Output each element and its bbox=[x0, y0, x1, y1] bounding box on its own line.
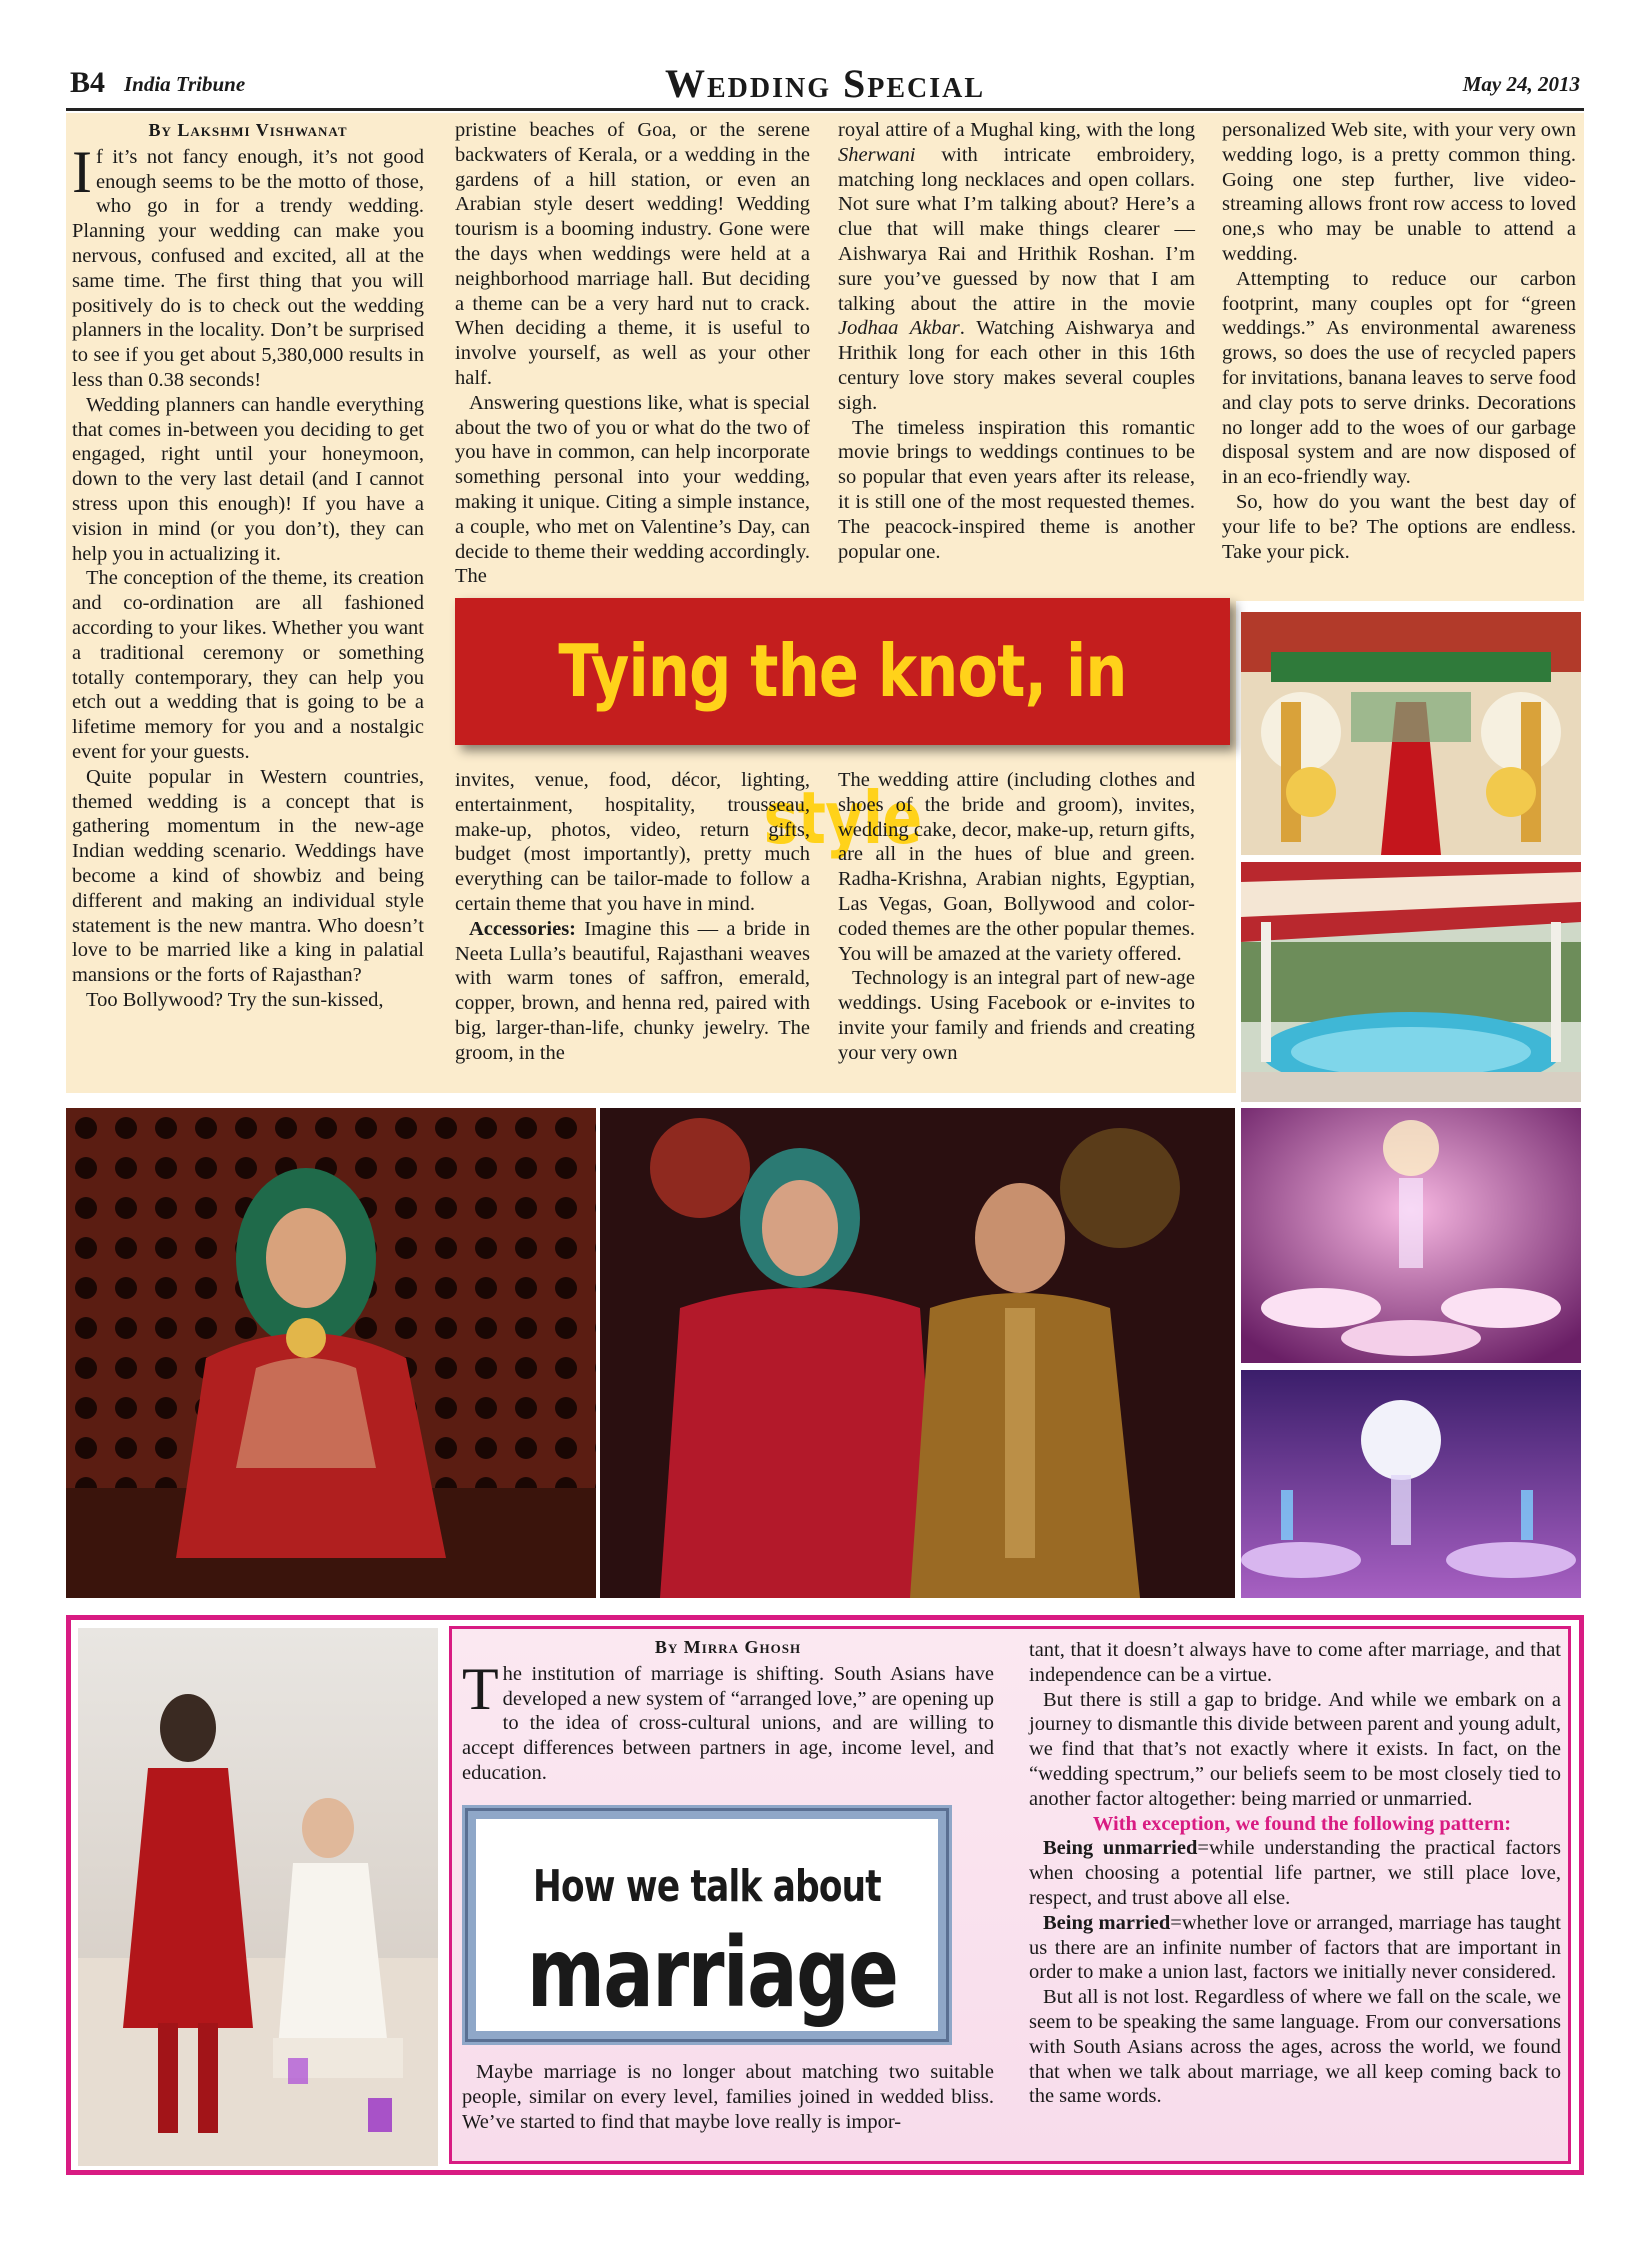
paragraph: The wedding attire (including clothes and shoes of the bride and groom), invites, wedding cake, decor, make-up, return gifts, are all in the hues of blue and green. Radha-Krishna, Arabian nights, Egyptian, Las Vegas, Goan, Bollywood and color-coded themes are the other popular themes. You will be amazed at the variety offered. bbox=[838, 769, 1195, 965]
paragraph: The conception of the theme, its creation and co-ordination are all fashioned according to your likes. Whether you want a traditional ceremony or something totally contemporary, they can help you etch out a wedding that is going to be a lifetime memory for you and a nostalgic event for your guests. bbox=[72, 567, 424, 763]
photo-bride-seated bbox=[66, 1108, 596, 1598]
paragraph: Accessories: Imagine this — a bride in Neeta Lulla’s beautiful, Rajasthani weaves with warm tones of saffron, emerald, copper, brown, and henna red, paired with big, larger-than-life, chunky jewelry. The groom, in the bbox=[455, 917, 810, 1064]
paragraph: Attempting to reduce our carbon footprint, many couples opt for “green weddings.” As environmental awareness grows, so does the use of recycled papers for invitations, banana leaves to serve food and clay pots to serve drinks. Decorations no longer add to the woes of our garbage disposal system and are now disposed of in an eco-friendly way. bbox=[1222, 267, 1576, 489]
paragraph: If it’s not fancy enough, it’s not good enough seems to be the motto of those, who go in for a trendy wedding. Planning your wedding can make you nervous, confused and excited, all at the same time. The first thing that you will positively do is to check out the wedding planners in the locality. Don’t be surprised to see if you get about 5,380,000 results in less than 0.38 seconds! bbox=[72, 138, 424, 391]
paragraph: Technology is an integral part of new-age weddings. Using Facebook or e-invites to invite your family and friends and creating your very own bbox=[838, 967, 1195, 1064]
section-title: Wedding Special bbox=[664, 61, 986, 106]
top-article-byline: By Lakshmi Vishwanat bbox=[148, 120, 348, 140]
paragraph: But all is not lost. Regardless of where we fall on the scale, we seem to be speaking the same language. From our conversations with South Asians across the ages, across the world, we found that when we talk about marriage, we all keep coming back to the same words. bbox=[1029, 1986, 1561, 2108]
bottom-article-column-1 bbox=[462, 1635, 994, 1786]
publication-name: India Tribune bbox=[124, 72, 246, 96]
bottom-article-byline: By Mirra Ghosh bbox=[654, 1637, 802, 1657]
paragraph: Answering questions like, what is special about the two of you or what do the two of you have in common, can help incorporate something personal into your wedding, making it unique. Citing a simple instance, a couple, who met on Valentine’s Day, can decide to theme their wedding accordingly. The bbox=[455, 391, 810, 588]
paragraph: royal attire of a Mughal king, with the long Sherwani with intricate embroidery, matching long necklaces and open collars. Not sure what I’m talking about? Here’s a clue that will make things clearer — Aishwarya Rai and Hrithik Roshan. I’m sure you’ve guessed by now that I am talking about the attire in the movie Jodhaa Akbar. Watching Aishwarya and Hrithik long for each other in this 16th century love story makes several couples sigh. bbox=[838, 119, 1196, 414]
paragraph: So, how do you want the best day of your life to be? The options are endless. Take your pick. bbox=[1222, 490, 1576, 563]
paragraph: Being married=whether love or arranged, marriage has taught us there are an infinite number of factors that are important in order to make a union last, factors we initially never considered. bbox=[1029, 1911, 1561, 1984]
issue-date: May 24, 2013 bbox=[1462, 72, 1580, 96]
header-rule bbox=[66, 108, 1584, 111]
paragraph: pristine beaches of Goa, or the serene backwaters of Kerala, or a wedding in the gardens of a hill station, or even an Arabian style desert wedding! Wedding tourism is a booming industry. Gone were the days when weddings were held at a neighborhood marriage hall. But deciding a theme can be a very hard nut to crack. When deciding a theme, it is useful to involve yourself, as well as your other half. bbox=[455, 119, 810, 389]
photo-mandap-entrance bbox=[1241, 612, 1581, 855]
headline: Tying the knot, in style bbox=[558, 629, 1127, 860]
top-article-column-3 bbox=[838, 118, 1195, 564]
page-number: B4 bbox=[70, 66, 106, 99]
top-article-column-4 bbox=[1222, 118, 1576, 564]
headline-ornate-box bbox=[462, 1805, 952, 2045]
paragraph: Being unmarried=while understanding the practical factors when choosing a potential life partner, we still place love, respect, and trust above all else. bbox=[1029, 1837, 1561, 1909]
photo-pink-ballroom bbox=[1241, 1108, 1581, 1363]
pattern-heading: With exception, we found the following pattern: bbox=[1092, 1812, 1512, 1835]
drop-cap: T bbox=[462, 1655, 499, 1722]
bottom-article-column-2 bbox=[1029, 1638, 1561, 2109]
bottom-headline-line-1: How we talk about bbox=[533, 1861, 881, 1912]
top-article-column-2 bbox=[455, 118, 810, 589]
paragraph: But there is still a gap to bridge. And while we embark on a journey to dismantle this divide between parent and young adult, we find that that’s not exactly where it exists. In fact, on the “wedding spectrum,” our beliefs seem to be most closely tied to another factor altogether: being married or unmarried. bbox=[1029, 1688, 1561, 1810]
paragraph: The institution of marriage is shifting. South Asians have developed a new system of “arranged love,” are opening up to the idea of cross-cultural unions, and are willing to accept differences between partners in age, income level, and education. bbox=[462, 1655, 994, 1784]
photo-poolside-venue bbox=[1241, 862, 1581, 1102]
top-article-column-1 bbox=[72, 118, 424, 1013]
paragraph: The timeless inspiration this romantic movie brings to weddings continues to be so popular that even years after its release, it is still one of the most requested themes. The peacock-inspired theme is another popular one. bbox=[838, 416, 1195, 563]
top-article-column-2-lower bbox=[455, 768, 810, 1066]
photo-beach-proposal bbox=[78, 1628, 438, 2166]
drop-cap: I bbox=[72, 138, 92, 205]
paragraph: Too Bollywood? Try the sun-kissed, bbox=[86, 988, 384, 1011]
paragraph: Quite popular in Western countries, themed wedding is a concept that is gathering momentum in the new-age Indian wedding scenario. Weddings have become a kind of showbiz and being different and making an individual style statement is the new mantra. Who doesn’t love to be married like a king in palatial mansions or the forts of Rajasthan? bbox=[72, 765, 424, 987]
paragraph: tant, that it doesn’t always have to come after marriage, and that independence can be a virtue. bbox=[1029, 1639, 1561, 1686]
bottom-headline-line-2: marriage bbox=[526, 1917, 898, 2029]
paragraph: Wedding planners can handle everything that comes in-between you deciding to get engaged, right until your honeymoon, down to the very last detail (and I cannot stress upon this enough)! If you have a vision in mind (or you don’t), they can help you in actualizing it. bbox=[72, 393, 424, 565]
bottom-article-column-1-lower bbox=[462, 2060, 994, 2134]
top-article-column-3-lower bbox=[838, 768, 1195, 1066]
paragraph: personalized Web site, with your very own wedding logo, is a pretty common thing. Going one step further, live video-streaming allows front row access to loved one,s who may be unable to attend a wedding. bbox=[1222, 119, 1576, 265]
photo-couple-runway bbox=[600, 1108, 1235, 1598]
paragraph: Maybe marriage is no longer about matching two suitable people, similar on every level, families joined in wedded bliss. We’ve started to find that maybe love really is impor- bbox=[462, 2061, 994, 2133]
paragraph: invites, venue, food, décor, lighting, entertainment, hospitality, trousseau, make-up, photos, video, return gifts, budget (most importantly), pretty much everything can be tailor-made to follow a certain theme that you have in mind. bbox=[455, 769, 810, 915]
photo-purple-reception bbox=[1241, 1370, 1581, 1598]
